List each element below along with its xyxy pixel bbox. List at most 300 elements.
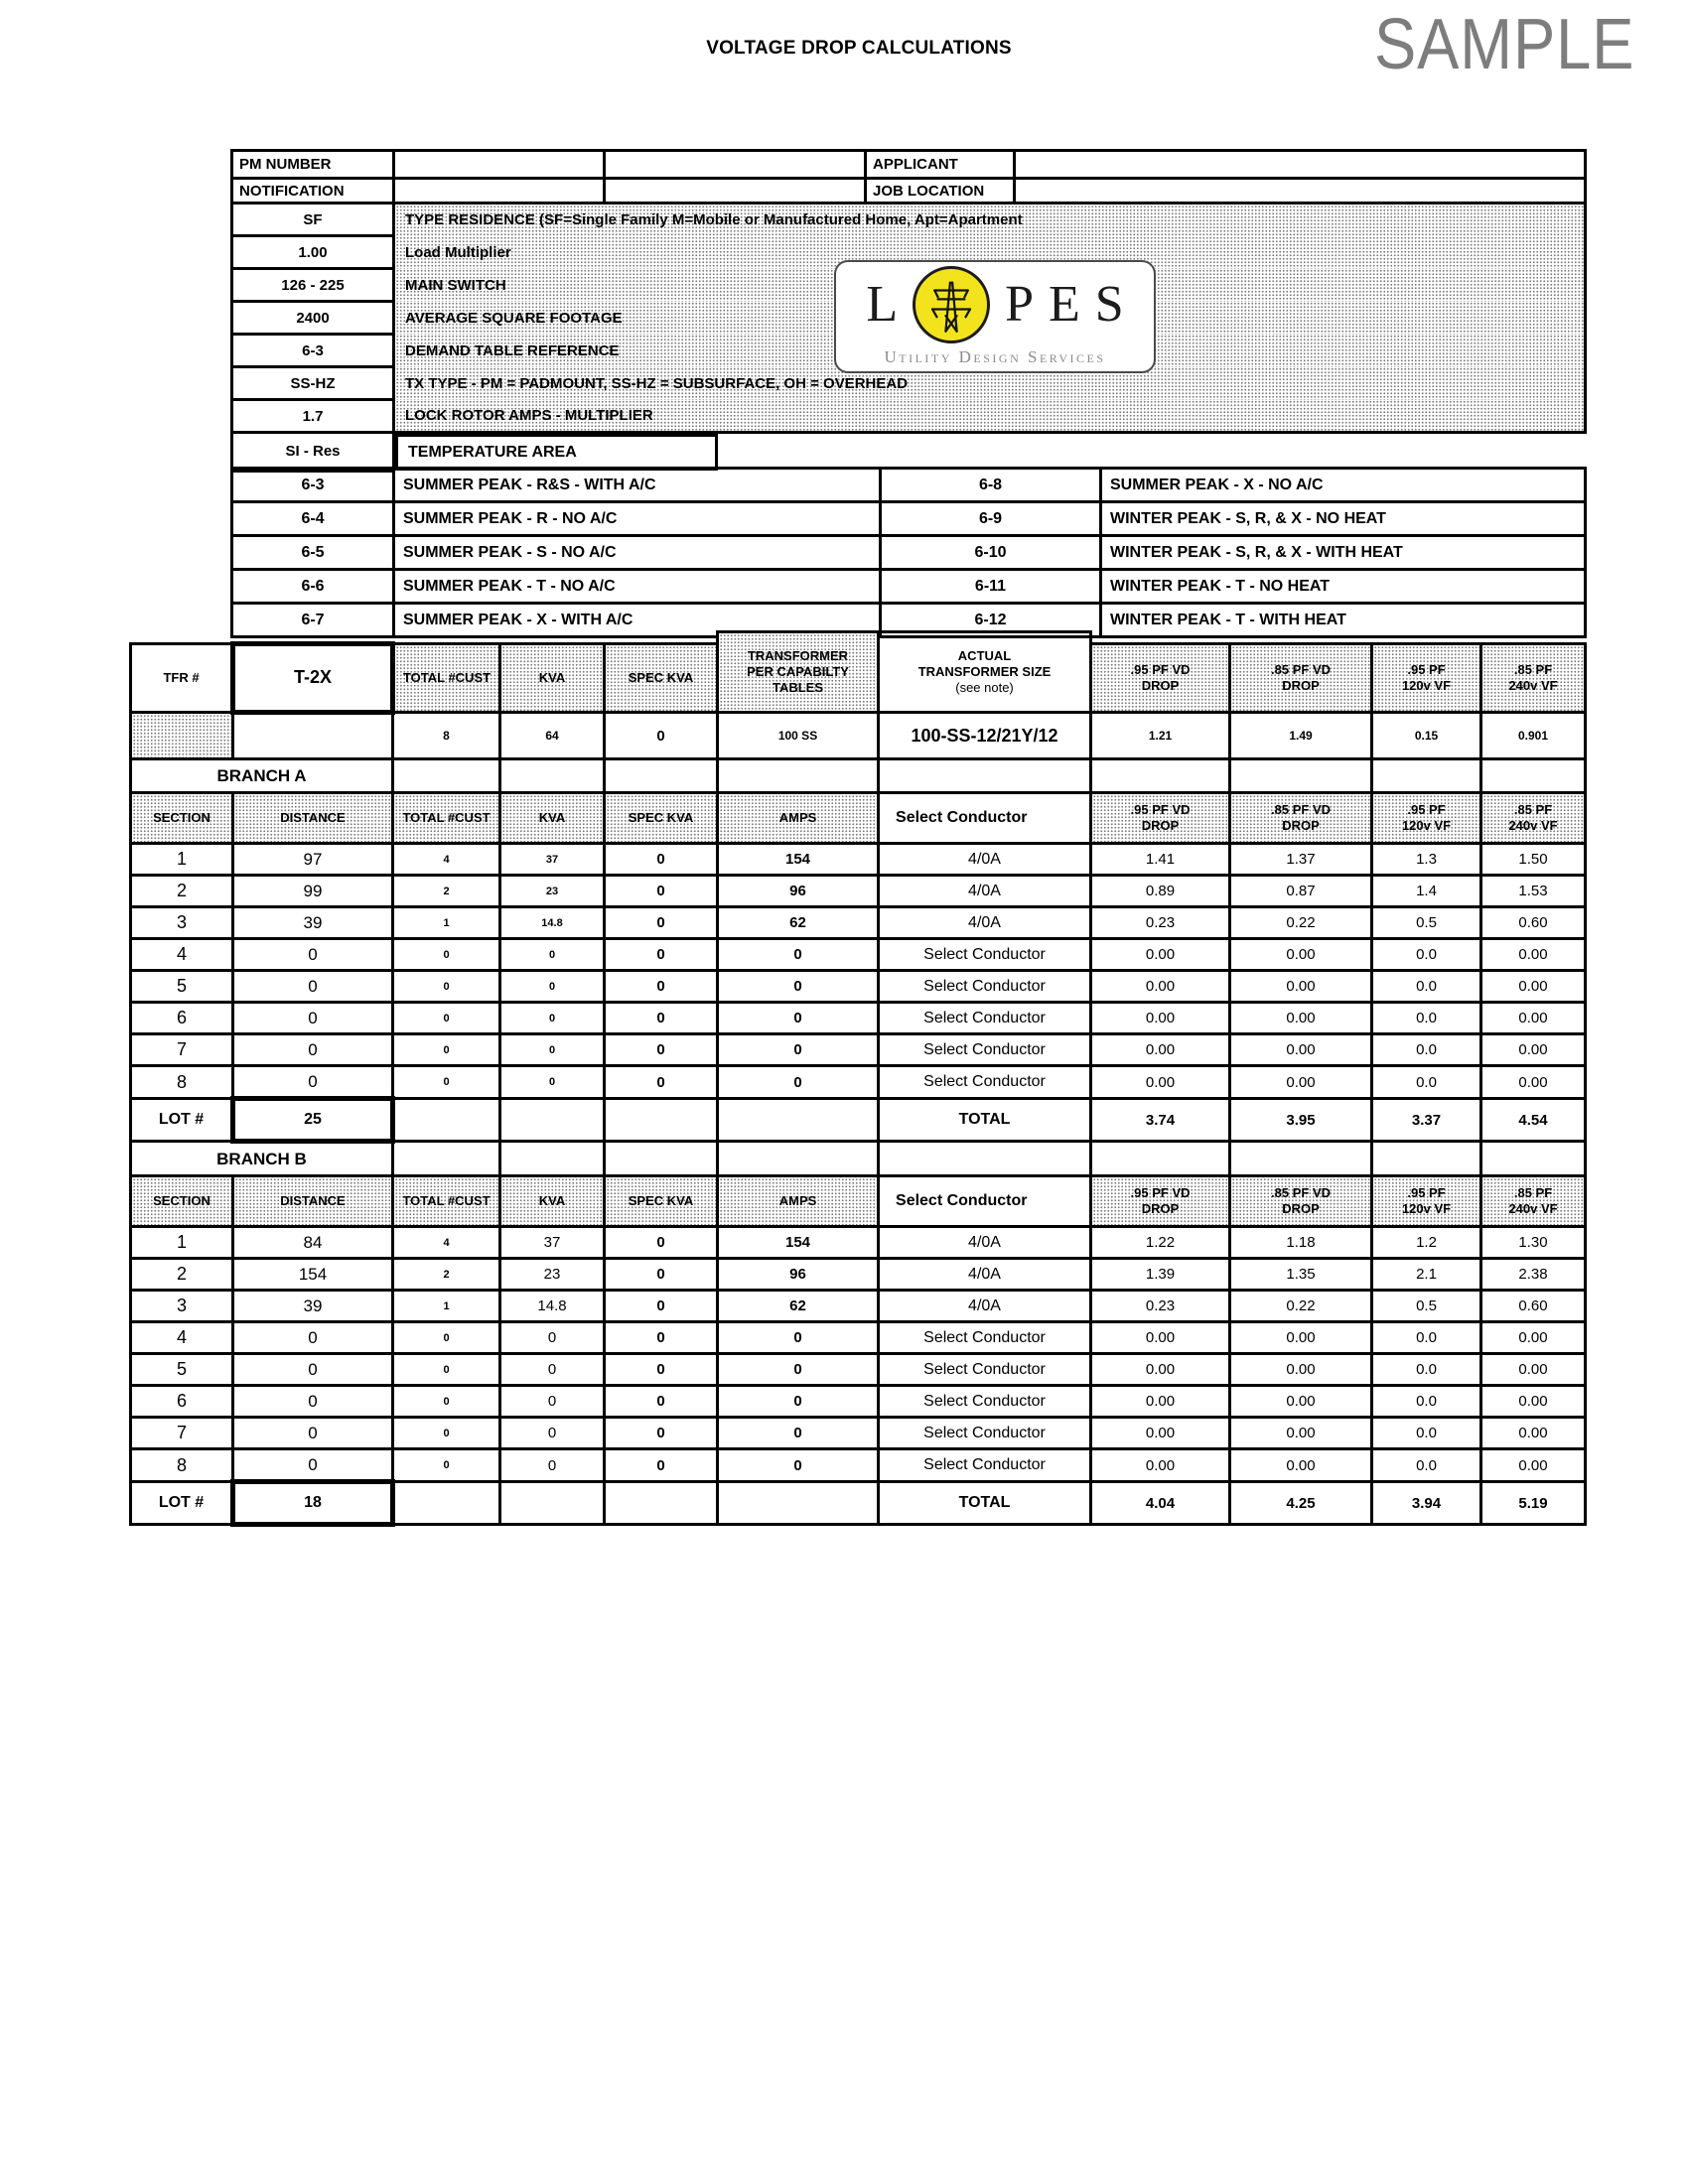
section-row xyxy=(131,907,1586,939)
cell-spec[interactable]: 0 xyxy=(605,907,718,939)
lot-number-label: LOT # xyxy=(131,1099,233,1142)
lot-number-label: LOT # xyxy=(131,1482,233,1525)
empty-cell xyxy=(605,1099,718,1142)
cell-vf240: 2.38 xyxy=(1481,1259,1586,1291)
column-header-section: SECTION xyxy=(131,1176,233,1227)
cell-conductor[interactable]: Select Conductor xyxy=(879,1322,1091,1354)
cell-distance[interactable]: 39 xyxy=(233,907,393,939)
section-row xyxy=(131,844,1586,876)
cell-cust[interactable]: 2 xyxy=(393,876,500,907)
cell-vf240: 1.50 xyxy=(1481,844,1586,876)
residence-type-desc: TYPE RESIDENCE (SF=Single Family M=Mobile or Manufactured Home, Apt=Apartment xyxy=(394,204,1586,236)
cell-conductor[interactable]: Select Conductor xyxy=(879,1418,1091,1449)
cell-vf120: 0.0 xyxy=(1372,1418,1481,1449)
cell-cust[interactable]: 0 xyxy=(393,1386,500,1418)
cell-distance[interactable]: 0 xyxy=(233,1034,393,1066)
cell-distance[interactable]: 0 xyxy=(233,971,393,1003)
cell-vd85: 1.37 xyxy=(1230,844,1372,876)
cell-section: 3 xyxy=(131,1291,233,1322)
cell-kva[interactable]: 0 xyxy=(500,971,605,1003)
branch-name-label: BRANCH B xyxy=(131,1142,393,1176)
empty-cell xyxy=(500,1142,605,1176)
cell-cust[interactable]: 0 xyxy=(393,1449,500,1482)
cell-distance[interactable]: 0 xyxy=(233,939,393,971)
cell-kva[interactable]: 0 xyxy=(500,1354,605,1386)
empty-cell xyxy=(879,759,1091,793)
empty-cell xyxy=(393,759,500,793)
spec-row-residence xyxy=(232,204,1586,236)
cell-distance[interactable]: 0 xyxy=(233,1322,393,1354)
empty-cell xyxy=(718,1142,879,1176)
cell-spec[interactable]: 0 xyxy=(605,1449,718,1482)
section-row xyxy=(131,1386,1586,1418)
cell-amps: 0 xyxy=(718,1418,879,1449)
cell-distance[interactable]: 0 xyxy=(233,1066,393,1099)
total-value: 4.04 xyxy=(1091,1482,1230,1525)
column-header-distance: DISTANCE xyxy=(233,793,393,844)
temperature-area-value[interactable]: SI - Res xyxy=(232,433,394,472)
cell-vf120: 0.0 xyxy=(1372,939,1481,971)
peak-table-number: 6-9 xyxy=(881,502,1101,536)
total-value: 3.95 xyxy=(1230,1099,1372,1142)
cell-kva[interactable]: 37 xyxy=(500,844,605,876)
empty-cell xyxy=(393,1142,500,1176)
cell-kva[interactable]: 0 xyxy=(500,1066,605,1099)
cell-section: 1 xyxy=(131,1227,233,1259)
column-header-distance: DISTANCE xyxy=(233,1176,393,1227)
demand-table-desc: DEMAND TABLE REFERENCE xyxy=(394,335,1586,367)
cell-vd95: 0.00 xyxy=(1091,1003,1230,1034)
cell-vf120: 0.5 xyxy=(1372,907,1481,939)
logo-letter: L xyxy=(866,276,899,333)
cell-spec[interactable]: 0 xyxy=(605,1227,718,1259)
cell-amps: 96 xyxy=(718,876,879,907)
cell-distance[interactable]: 0 xyxy=(233,1386,393,1418)
empty-cell xyxy=(500,1482,605,1525)
cell-cust[interactable]: 0 xyxy=(393,1066,500,1099)
tfr-number-header: TFR # xyxy=(131,644,233,713)
empty-cell xyxy=(605,1142,718,1176)
cell-section: 2 xyxy=(131,876,233,907)
cell-vd85: 0.22 xyxy=(1230,907,1372,939)
pf95-vd-header: .95 PF VD DROP xyxy=(1091,644,1230,713)
section-row xyxy=(131,1291,1586,1322)
cell-conductor[interactable]: 4/0A xyxy=(879,844,1091,876)
section-row xyxy=(131,971,1586,1003)
logo-subtitle: Utility Design Services xyxy=(884,347,1106,366)
cell-section: 4 xyxy=(131,1322,233,1354)
column-header-amps: AMPS xyxy=(718,793,879,844)
spacer-cell xyxy=(131,632,718,644)
page-title: VOLTAGE DROP CALCULATIONS xyxy=(706,38,1012,59)
cell-vd95: 0.00 xyxy=(1091,1066,1230,1099)
lot-total-row xyxy=(131,1099,1586,1142)
cell-vf120: 0.0 xyxy=(1372,1386,1481,1418)
lopes-logo xyxy=(834,260,1156,373)
cell-distance[interactable]: 154 xyxy=(233,1259,393,1291)
cell-spec[interactable]: 0 xyxy=(605,1386,718,1418)
residence-type-value[interactable]: SF xyxy=(232,204,394,236)
cell-vd85: 0.87 xyxy=(1230,876,1372,907)
cell-kva[interactable]: 0 xyxy=(500,1449,605,1482)
empty-cell xyxy=(1091,1142,1230,1176)
peak-row xyxy=(232,469,1586,502)
demand-table-value[interactable]: 6-3 xyxy=(232,335,394,367)
cell-section: 8 xyxy=(131,1066,233,1099)
cell-distance[interactable]: 97 xyxy=(233,844,393,876)
column-header-vd95: .95 PF VD DROP xyxy=(1091,793,1230,844)
total-value: 3.74 xyxy=(1091,1099,1230,1142)
lot-number-value[interactable]: 25 xyxy=(233,1099,393,1142)
empty-cell xyxy=(718,1482,879,1525)
cell-spec[interactable]: 0 xyxy=(605,1066,718,1099)
cell-vd85: 0.00 xyxy=(1230,1003,1372,1034)
cell-conductor[interactable]: Select Conductor xyxy=(879,1034,1091,1066)
cell-spec[interactable]: 0 xyxy=(605,1259,718,1291)
cell-vd95: 1.39 xyxy=(1091,1259,1230,1291)
cell-kva[interactable]: 0 xyxy=(500,939,605,971)
section-row xyxy=(131,1322,1586,1354)
pf95-120v-header: .95 PF 120v VF xyxy=(1372,644,1481,713)
cell-kva[interactable]: 0 xyxy=(500,1418,605,1449)
empty-cell xyxy=(1481,759,1586,793)
column-header-kva: KVA xyxy=(500,793,605,844)
empty-cell xyxy=(718,759,879,793)
transformer-header-spacer-row xyxy=(131,632,1586,644)
lot-number-value[interactable]: 18 xyxy=(233,1482,393,1525)
cell-amps: 154 xyxy=(718,1227,879,1259)
cell-vd95: 0.89 xyxy=(1091,876,1230,907)
peak-description: WINTER PEAK - T - WITH HEAT xyxy=(1101,604,1586,637)
spacer-cell xyxy=(1091,632,1586,644)
pm-number-input[interactable] xyxy=(394,151,605,179)
logo-letter: E xyxy=(1049,276,1080,333)
cell-distance[interactable]: 0 xyxy=(233,1418,393,1449)
cell-conductor[interactable]: Select Conductor xyxy=(879,1386,1091,1418)
cell-vf240: 0.00 xyxy=(1481,1449,1586,1482)
cell-vd85: 0.00 xyxy=(1230,1418,1372,1449)
notification-input-2[interactable] xyxy=(605,179,866,204)
empty-cell xyxy=(1372,759,1481,793)
cell-distance[interactable]: 84 xyxy=(233,1227,393,1259)
transformer-per-capability-header: TRANSFORMER PER CAPABILTY TABLES xyxy=(718,632,879,713)
cell-cust[interactable]: 1 xyxy=(393,907,500,939)
cell-spec[interactable]: 0 xyxy=(605,1034,718,1066)
section-row xyxy=(131,1354,1586,1386)
logo-letter: S xyxy=(1094,276,1124,333)
tfr-vd95-cell: 1.21 xyxy=(1091,713,1230,759)
cell-vf240: 0.00 xyxy=(1481,1066,1586,1099)
cell-conductor[interactable]: 4/0A xyxy=(879,876,1091,907)
tfr-number-cell xyxy=(131,713,233,759)
cell-cust[interactable]: 4 xyxy=(393,844,500,876)
peak-description: SUMMER PEAK - R&S - WITH A/C xyxy=(394,469,881,502)
cell-vf240: 1.53 xyxy=(1481,876,1586,907)
cell-cust[interactable]: 2 xyxy=(393,1259,500,1291)
tfr-actual-size-cell[interactable]: 100-SS-12/21Y/12 xyxy=(879,713,1091,759)
cell-kva[interactable]: 14.8 xyxy=(500,907,605,939)
cell-amps: 0 xyxy=(718,1322,879,1354)
cell-distance[interactable]: 0 xyxy=(233,1449,393,1482)
peak-table-number: 6-8 xyxy=(881,469,1101,502)
cell-spec[interactable]: 0 xyxy=(605,1003,718,1034)
column-header-vd85: .85 PF VD DROP xyxy=(1230,1176,1372,1227)
cell-kva[interactable]: 37 xyxy=(500,1227,605,1259)
cell-conductor[interactable]: Select Conductor xyxy=(879,1354,1091,1386)
cell-kva[interactable]: 0 xyxy=(500,1003,605,1034)
load-multiplier-value[interactable]: 1.00 xyxy=(232,236,394,269)
peak-table-number: 6-3 xyxy=(232,469,394,502)
cell-vd85: 0.00 xyxy=(1230,1449,1372,1482)
cell-spec[interactable]: 0 xyxy=(605,876,718,907)
tfr-blank-cell[interactable] xyxy=(233,713,393,759)
tx-type-desc: TX TYPE - PM = PADMOUNT, SS-HZ = SUBSURFACE, OH = OVERHEAD xyxy=(394,367,1586,400)
cell-vd95: 0.23 xyxy=(1091,907,1230,939)
empty-cell xyxy=(605,759,718,793)
cell-amps: 0 xyxy=(718,1386,879,1418)
pm-number-input-2[interactable] xyxy=(605,151,866,179)
cell-spec[interactable]: 0 xyxy=(605,1418,718,1449)
peak-table-number: 6-5 xyxy=(232,536,394,570)
tfr-id-cell[interactable]: T-2X xyxy=(233,644,393,713)
main-switch-value[interactable]: 126 - 225 xyxy=(232,269,394,302)
cell-vd85: 0.22 xyxy=(1230,1291,1372,1322)
cell-vd85: 0.00 xyxy=(1230,1322,1372,1354)
empty-cell xyxy=(393,1099,500,1142)
column-header-vf120: .95 PF 120v VF xyxy=(1372,1176,1481,1227)
cell-spec[interactable]: 0 xyxy=(605,971,718,1003)
cell-section: 4 xyxy=(131,939,233,971)
section-row xyxy=(131,1418,1586,1449)
cell-conductor[interactable]: Select Conductor xyxy=(879,1449,1091,1482)
cell-vd85: 0.00 xyxy=(1230,971,1372,1003)
cell-amps: 154 xyxy=(718,844,879,876)
cell-kva[interactable]: 0 xyxy=(500,1322,605,1354)
empty-cell xyxy=(500,1099,605,1142)
cell-vd95: 0.00 xyxy=(1091,1354,1230,1386)
kva-header: KVA xyxy=(500,644,605,713)
peak-description: SUMMER PEAK - T - NO A/C xyxy=(394,570,881,604)
transmission-tower-icon xyxy=(913,266,990,343)
cell-cust[interactable]: 0 xyxy=(393,1003,500,1034)
cell-conductor[interactable]: Select Conductor xyxy=(879,1066,1091,1099)
cell-distance[interactable]: 0 xyxy=(233,1354,393,1386)
tfr-cust-cell[interactable]: 8 xyxy=(393,713,500,759)
cell-vf240: 0.00 xyxy=(1481,1322,1586,1354)
cell-cust[interactable]: 0 xyxy=(393,1354,500,1386)
peak-table-number: 6-4 xyxy=(232,502,394,536)
pm-number-row xyxy=(232,151,1586,179)
section-row xyxy=(131,876,1586,907)
cell-vf120: 0.0 xyxy=(1372,1034,1481,1066)
tfr-spec-kva-cell[interactable]: 0 xyxy=(605,713,718,759)
cell-vf240: 1.30 xyxy=(1481,1227,1586,1259)
cell-vf120: 0.0 xyxy=(1372,971,1481,1003)
see-note-label: (see note) xyxy=(955,680,1014,696)
column-header-spec: SPEC KVA xyxy=(605,793,718,844)
peak-description: SUMMER PEAK - R - NO A/C xyxy=(394,502,881,536)
peak-table-number: 6-6 xyxy=(232,570,394,604)
peak-reference-table xyxy=(230,467,1587,638)
cell-vf120: 1.2 xyxy=(1372,1227,1481,1259)
column-header-conductor: Select Conductor xyxy=(879,1176,1091,1227)
column-header-vd85: .85 PF VD DROP xyxy=(1230,793,1372,844)
notification-row xyxy=(232,179,1586,204)
cell-vd95: 0.00 xyxy=(1091,1418,1230,1449)
column-header-cust: TOTAL #CUST xyxy=(393,1176,500,1227)
actual-size-line1: ACTUAL xyxy=(957,647,1012,663)
cell-vd85: 1.35 xyxy=(1230,1259,1372,1291)
cell-distance[interactable]: 99 xyxy=(233,876,393,907)
column-header-kva: KVA xyxy=(500,1176,605,1227)
empty-cell xyxy=(718,1099,879,1142)
notification-label: NOTIFICATION xyxy=(232,179,394,204)
cell-amps: 96 xyxy=(718,1259,879,1291)
cell-amps: 0 xyxy=(718,1003,879,1034)
total-value: 4.54 xyxy=(1481,1099,1586,1142)
sample-watermark: SAMPLE xyxy=(1374,5,1635,84)
cell-cust[interactable]: 1 xyxy=(393,1291,500,1322)
cell-vd85: 0.00 xyxy=(1230,939,1372,971)
cell-amps: 62 xyxy=(718,907,879,939)
cell-distance[interactable]: 0 xyxy=(233,1003,393,1034)
cell-amps: 0 xyxy=(718,1354,879,1386)
cell-kva[interactable]: 23 xyxy=(500,1259,605,1291)
cell-cust[interactable]: 0 xyxy=(393,1418,500,1449)
temperature-area-label: TEMPERATURE AREA xyxy=(395,434,718,471)
cell-vd95: 0.00 xyxy=(1091,1449,1230,1482)
cell-vf120: 0.0 xyxy=(1372,1003,1481,1034)
cell-vd85: 0.00 xyxy=(1230,1386,1372,1418)
cell-spec[interactable]: 0 xyxy=(605,939,718,971)
cell-amps: 0 xyxy=(718,971,879,1003)
column-header-conductor: Select Conductor xyxy=(879,793,1091,844)
cell-conductor[interactable]: Select Conductor xyxy=(879,1003,1091,1034)
cell-vf120: 0.0 xyxy=(1372,1354,1481,1386)
cell-conductor[interactable]: 4/0A xyxy=(879,1291,1091,1322)
column-header-vd95: .95 PF VD DROP xyxy=(1091,1176,1230,1227)
cell-vd95: 0.23 xyxy=(1091,1291,1230,1322)
pf85-vd-header: .85 PF VD DROP xyxy=(1230,644,1372,713)
tfr-kva-cell[interactable]: 64 xyxy=(500,713,605,759)
peak-row xyxy=(232,536,1586,570)
load-multiplier-desc: Load Multiplier xyxy=(394,236,1586,269)
cell-spec[interactable]: 0 xyxy=(605,1322,718,1354)
tfr-vd85-cell: 1.49 xyxy=(1230,713,1372,759)
applicant-input[interactable] xyxy=(1015,151,1586,179)
branch-name-label: BRANCH A xyxy=(131,759,393,793)
cell-vf120: 2.1 xyxy=(1372,1259,1481,1291)
empty-cell xyxy=(500,759,605,793)
cell-vd85: 0.00 xyxy=(1230,1354,1372,1386)
cell-vf240: 0.60 xyxy=(1481,1291,1586,1322)
voltage-drop-table xyxy=(129,630,1587,1527)
job-location-input[interactable] xyxy=(1015,179,1586,204)
cell-amps: 0 xyxy=(718,1449,879,1482)
cell-amps: 0 xyxy=(718,1066,879,1099)
cell-kva[interactable]: 0 xyxy=(500,1386,605,1418)
cell-distance[interactable]: 39 xyxy=(233,1291,393,1322)
square-footage-value[interactable]: 2400 xyxy=(232,302,394,335)
tfr-vf240-cell: 0.901 xyxy=(1481,713,1586,759)
cell-conductor[interactable]: 4/0A xyxy=(879,1227,1091,1259)
cell-vd95: 0.00 xyxy=(1091,939,1230,971)
cell-vd95: 0.00 xyxy=(1091,971,1230,1003)
branch-header-row xyxy=(131,1176,1586,1227)
peak-description: SUMMER PEAK - X - NO A/C xyxy=(1101,469,1586,502)
peak-row xyxy=(232,570,1586,604)
main-switch-desc: MAIN SWITCH xyxy=(394,269,1586,302)
tx-type-value[interactable]: SS-HZ xyxy=(232,367,394,400)
cell-vf120: 0.5 xyxy=(1372,1291,1481,1322)
transformer-data-row xyxy=(131,713,1586,759)
cell-amps: 0 xyxy=(718,939,879,971)
cell-cust[interactable]: 0 xyxy=(393,939,500,971)
branch-title-row xyxy=(131,759,1586,793)
cell-spec[interactable]: 0 xyxy=(605,844,718,876)
column-header-vf120: .95 PF 120v VF xyxy=(1372,793,1481,844)
cell-cust[interactable]: 0 xyxy=(393,971,500,1003)
cell-vd95: 0.00 xyxy=(1091,1034,1230,1066)
empty-cell xyxy=(1091,759,1230,793)
logo-wordmark xyxy=(866,266,1123,343)
temperature-area-wrap xyxy=(394,433,1586,472)
cell-vd85: 0.00 xyxy=(1230,1034,1372,1066)
cell-conductor[interactable]: 4/0A xyxy=(879,1259,1091,1291)
cell-kva[interactable]: 23 xyxy=(500,876,605,907)
column-header-vf240: .85 PF 240v VF xyxy=(1481,1176,1586,1227)
empty-cell xyxy=(393,1482,500,1525)
column-header-amps: AMPS xyxy=(718,1176,879,1227)
cell-kva[interactable]: 0 xyxy=(500,1034,605,1066)
cell-cust[interactable]: 0 xyxy=(393,1322,500,1354)
empty-cell xyxy=(605,1482,718,1525)
lock-rotor-value[interactable]: 1.7 xyxy=(232,400,394,433)
cell-section: 6 xyxy=(131,1386,233,1418)
cell-spec[interactable]: 0 xyxy=(605,1354,718,1386)
logo-letter: P xyxy=(1005,276,1034,333)
cell-conductor[interactable]: 4/0A xyxy=(879,907,1091,939)
cell-spec[interactable]: 0 xyxy=(605,1291,718,1322)
cell-section: 5 xyxy=(131,1354,233,1386)
cell-conductor[interactable]: Select Conductor xyxy=(879,971,1091,1003)
cell-vf240: 0.00 xyxy=(1481,1418,1586,1449)
section-row xyxy=(131,1066,1586,1099)
cell-amps: 0 xyxy=(718,1034,879,1066)
cell-kva[interactable]: 14.8 xyxy=(500,1291,605,1322)
section-row xyxy=(131,1003,1586,1034)
cell-vf240: 0.00 xyxy=(1481,939,1586,971)
notification-input[interactable] xyxy=(394,179,605,204)
actual-transformer-size-header xyxy=(879,632,1091,713)
cell-vd95: 0.00 xyxy=(1091,1386,1230,1418)
cell-amps: 62 xyxy=(718,1291,879,1322)
peak-description: WINTER PEAK - S, R, & X - NO HEAT xyxy=(1101,502,1586,536)
total-value: 5.19 xyxy=(1481,1482,1586,1525)
cell-vf120: 0.0 xyxy=(1372,1449,1481,1482)
cell-vd85: 0.00 xyxy=(1230,1066,1372,1099)
job-location-label: JOB LOCATION xyxy=(866,179,1015,204)
actual-size-line2: TRANSFORMER SIZE xyxy=(917,663,1052,679)
peak-table-number: 6-11 xyxy=(881,570,1101,604)
cell-conductor[interactable]: Select Conductor xyxy=(879,939,1091,971)
cell-cust[interactable]: 4 xyxy=(393,1227,500,1259)
cell-section: 8 xyxy=(131,1449,233,1482)
square-footage-desc: AVERAGE SQUARE FOOTAGE xyxy=(394,302,1586,335)
cell-cust[interactable]: 0 xyxy=(393,1034,500,1066)
peak-description: SUMMER PEAK - X - WITH A/C xyxy=(394,604,881,637)
cell-section: 6 xyxy=(131,1003,233,1034)
